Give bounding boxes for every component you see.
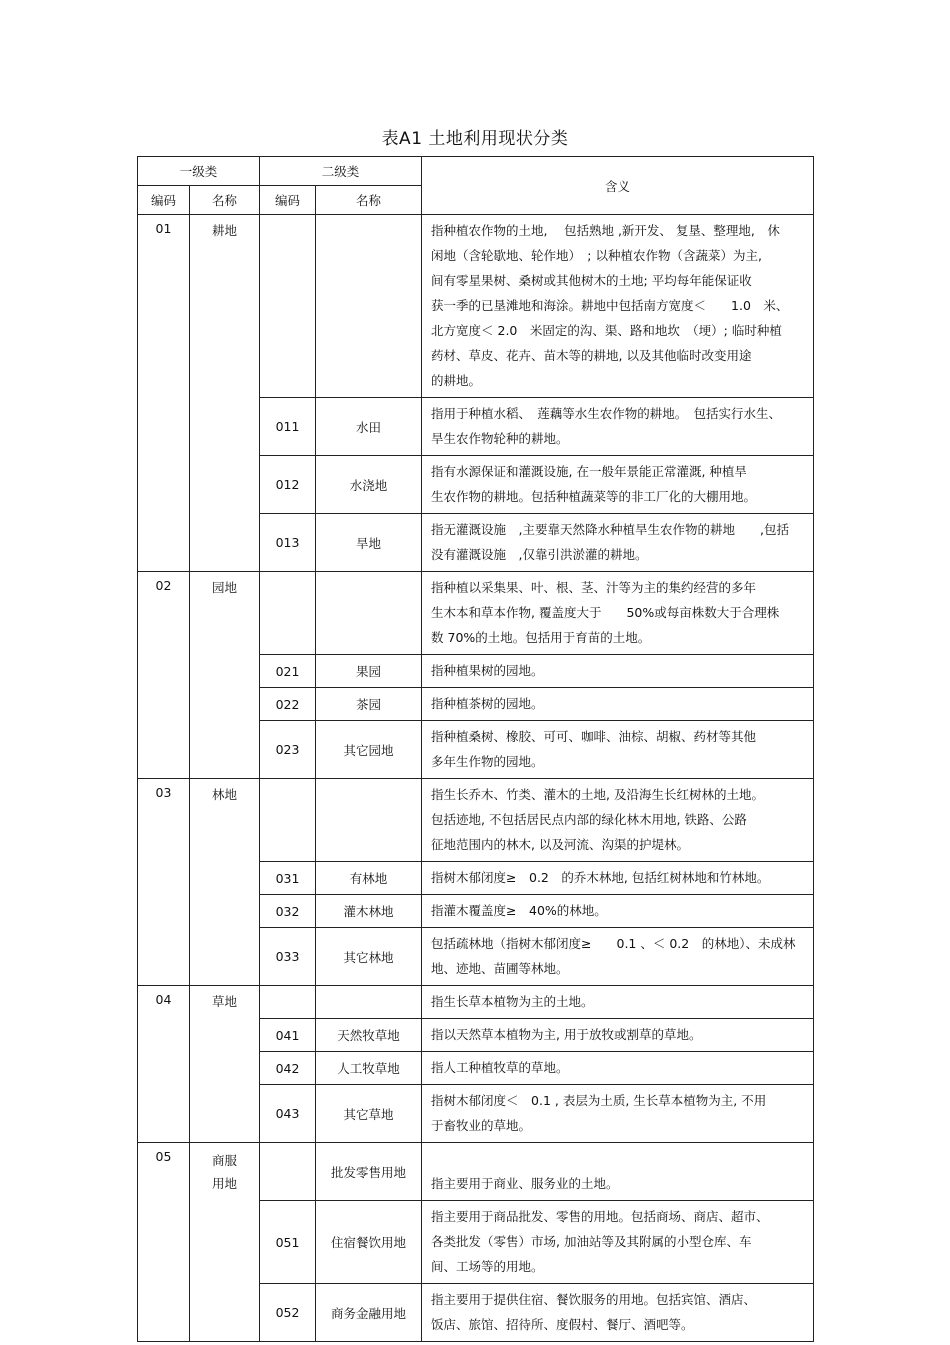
level1-code: 01: [138, 215, 190, 572]
level1-name: 商服 用地: [190, 1143, 260, 1342]
level2-code: 032: [260, 895, 316, 928]
meaning-cell: 指以天然草本植物为主, 用于放牧或割草的草地。: [422, 1019, 814, 1052]
level1-name: 林地: [190, 779, 260, 986]
meaning-cell: 指主要用于商品批发、零售的用地。包括商场、商店、超市、 各类批发（零售）市场, 加油站等及其附属的小型仓库、车 间、工场等的用地。: [422, 1201, 814, 1284]
meaning-cell: 指种植茶树的园地。: [422, 688, 814, 721]
meaning-cell: 指种植农作物的土地, 包括熟地 ,新开发、 复垦、整理地, 休 闲地（含轮歇地、轮作地） ; 以种植农作物（含蔬菜）为主, 间有零星果树、桑树或其他树木的土地; 平均每年能保证收 获一季的已垦滩地和海涂。耕地中包括南方宽度＜ 1.0 米、 北方宽度＜ 2.0 米固定的沟、渠、路和地坎 （埂）; 临时种植 药材、草皮、花卉、苗木等的耕地, 以及其他临时改变用途 的耕地。: [422, 215, 814, 398]
meaning-cell: 指种植桑树、橡胶、可可、咖啡、油棕、胡椒、药材等其他 多年生作物的园地。: [422, 721, 814, 779]
level2-name: 人工牧草地: [316, 1052, 422, 1085]
level2-code: 043: [260, 1085, 316, 1143]
meaning-cell: 指有水源保证和灌溉设施, 在一般年景能正常灌溉, 种植旱 生农作物的耕地。包括种植蔬菜等的非工厂化的大棚用地。: [422, 456, 814, 514]
level2-code: 052: [260, 1284, 316, 1342]
level2-code: 031: [260, 862, 316, 895]
level2-code: 012: [260, 456, 316, 514]
level2-name: 有林地: [316, 862, 422, 895]
level2-code: 023: [260, 721, 316, 779]
level2-code: 033: [260, 928, 316, 986]
level2-code: [260, 1143, 316, 1201]
table-row: [138, 1143, 814, 1201]
level2-name: [316, 215, 422, 398]
level2-name: 天然牧草地: [316, 1019, 422, 1052]
meaning-cell: 包括疏林地（指树木郁闭度≥ 0.1 、＜ 0.2 的林地）、未成林 地、迹地、苗圃等林地。: [422, 928, 814, 986]
level2-name: 其它林地: [316, 928, 422, 986]
level2-name: [316, 986, 422, 1019]
level2-code: [260, 986, 316, 1019]
header-code2: 编码: [260, 186, 316, 215]
header-row-1: [138, 157, 814, 186]
table-row: [138, 572, 814, 655]
meaning-cell: 指种植果树的园地。: [422, 655, 814, 688]
level1-name: 草地: [190, 986, 260, 1143]
level1-name: 园地: [190, 572, 260, 779]
level2-name: 批发零售用地: [316, 1143, 422, 1201]
level1-code: 03: [138, 779, 190, 986]
level2-code: 021: [260, 655, 316, 688]
table-row: [138, 215, 814, 398]
level1-code: 02: [138, 572, 190, 779]
header-level1: 一级类: [138, 157, 260, 186]
table-title: 表A1 土地利用现状分类: [381, 129, 569, 149]
level1-code: 05: [138, 1143, 190, 1342]
level2-code: 013: [260, 514, 316, 572]
level1-name: 耕地: [190, 215, 260, 572]
level2-name: 水浇地: [316, 456, 422, 514]
header-meaning: 含义: [422, 157, 814, 215]
level2-name: [316, 572, 422, 655]
level2-code: 051: [260, 1201, 316, 1284]
table-row: [138, 779, 814, 862]
meaning-cell: 指灌木覆盖度≥ 40%的林地。: [422, 895, 814, 928]
level2-code: 041: [260, 1019, 316, 1052]
level2-code: [260, 779, 316, 862]
meaning-cell: 指人工种植牧草的草地。: [422, 1052, 814, 1085]
meaning-cell: 指种植以采集果、叶、根、茎、汁等为主的集约经营的多年 生木本和草本作物, 覆盖度大于 50%或每亩株数大于合理株 数 70%的土地。包括用于育苗的土地。: [422, 572, 814, 655]
level2-code: 042: [260, 1052, 316, 1085]
header-level2: 二级类: [260, 157, 422, 186]
level2-code: [260, 215, 316, 398]
meaning-cell: 指生长乔木、竹类、灌木的土地, 及沿海生长红树林的土地。 包括迹地, 不包括居民点内部的绿化林木用地, 铁路、公路 征地范围内的林木, 以及河流、沟渠的护堤林。: [422, 779, 814, 862]
header-code1: 编码: [138, 186, 190, 215]
level2-name: 商务金融用地: [316, 1284, 422, 1342]
level2-code: [260, 572, 316, 655]
level2-name: 其它园地: [316, 721, 422, 779]
meaning-cell: 指用于种植水稻、 莲藕等水生农作物的耕地。 包括实行水生、 旱生农作物轮种的耕地。: [422, 398, 814, 456]
meaning-cell: 指生长草本植物为主的土地。: [422, 986, 814, 1019]
table-row: [138, 986, 814, 1019]
level2-name: 果园: [316, 655, 422, 688]
level2-name: 茶园: [316, 688, 422, 721]
level2-name: 其它草地: [316, 1085, 422, 1143]
level2-name: [316, 779, 422, 862]
meaning-cell: 指无灌溉设施 ,主要靠天然降水种植旱生农作物的耕地 ,包括 没有灌溉设施 ,仅靠引洪淤灌的耕地。: [422, 514, 814, 572]
header-name2: 名称: [316, 186, 422, 215]
level2-name: 旱地: [316, 514, 422, 572]
meaning-cell: 指主要用于提供住宿、餐饮服务的用地。包括宾馆、酒店、 饭店、旅馆、招待所、度假村、餐厅、酒吧等。: [422, 1284, 814, 1342]
level2-code: 011: [260, 398, 316, 456]
header-name1: 名称: [190, 186, 260, 215]
level2-code: 022: [260, 688, 316, 721]
level2-name: 水田: [316, 398, 422, 456]
meaning-cell: 指树木郁闭度≥ 0.2 的乔木林地, 包括红树林地和竹林地。: [422, 862, 814, 895]
level2-name: 住宿餐饮用地: [316, 1201, 422, 1284]
meaning-cell: 指树木郁闭度＜ 0.1 , 表层为土质, 生长草本植物为主, 不用 于畜牧业的草地。: [422, 1085, 814, 1143]
meaning-cell: 指主要用于商业、服务业的土地。: [422, 1143, 814, 1201]
land-use-table: [137, 156, 814, 1342]
level2-name: 灌木林地: [316, 895, 422, 928]
level1-code: 04: [138, 986, 190, 1143]
